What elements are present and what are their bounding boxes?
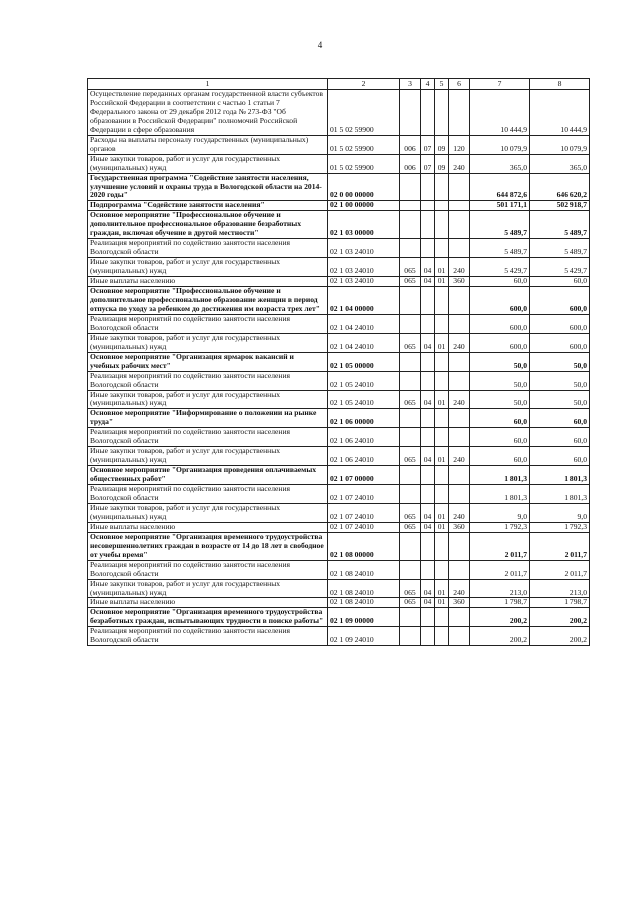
amount-second-year-cell: 10 079,9 <box>530 135 590 154</box>
amount-first-year-cell: 50,0 <box>470 352 530 371</box>
section-cell <box>421 287 435 315</box>
section-cell: 04 <box>421 447 435 466</box>
subsection-cell: 01 <box>435 447 449 466</box>
expense-type-cell: 006 <box>400 154 421 173</box>
expense-kind-cell <box>449 485 470 504</box>
amount-first-year-cell: 2 011,7 <box>470 560 530 579</box>
amount-first-year-cell: 600,0 <box>470 314 530 333</box>
subsection-cell: 01 <box>435 522 449 532</box>
amount-first-year-cell: 200,2 <box>470 627 530 646</box>
target-article-cell: 02 1 05 00000 <box>328 352 400 371</box>
item-name-cell: Иные закупки товаров, работ и услуг для государственных (муниципальных) нужд <box>88 579 328 598</box>
item-name-cell: Иные закупки товаров, работ и услуг для государственных (муниципальных) нужд <box>88 333 328 352</box>
expense-type-cell <box>400 201 421 211</box>
section-cell <box>421 211 435 239</box>
subsection-cell <box>435 560 449 579</box>
item-name-cell: Иные закупки товаров, работ и услуг для государственных (муниципальных) нужд <box>88 447 328 466</box>
amount-first-year-cell: 644 872,6 <box>470 173 530 201</box>
expense-kind-cell <box>449 608 470 627</box>
expense-type-cell <box>400 371 421 390</box>
item-name-cell: Основное мероприятие "Профессиональное обучение и дополнительное профессиональное образование женщин в период отпуска по уходу за ребенком до достижения им возраста трех лет" <box>88 287 328 315</box>
amount-second-year-cell: 60,0 <box>530 447 590 466</box>
amount-second-year-cell: 60,0 <box>530 409 590 428</box>
amount-second-year-cell: 600,0 <box>530 287 590 315</box>
column-header: 8 <box>530 79 590 90</box>
subsection-cell <box>435 287 449 315</box>
table-row <box>88 428 590 447</box>
section-cell <box>421 90 435 136</box>
expense-kind-cell: 120 <box>449 135 470 154</box>
item-name-cell: Иные закупки товаров, работ и услуг для государственных (муниципальных) нужд <box>88 503 328 522</box>
item-name-cell: Осуществление переданных органам государственной власти субъектов Российской Федерации в соответствии с частью 1 статьи 7 Федерального закона от 29 декабря 2012 года № 273-ФЗ "Об образовании в Российской Федерации" полномочий Российской Федерации в сфере образования <box>88 90 328 136</box>
item-name-cell: Иные закупки товаров, работ и услуг для государственных (муниципальных) нужд <box>88 154 328 173</box>
table-row <box>88 485 590 504</box>
expense-type-cell <box>400 173 421 201</box>
subsection-cell <box>435 371 449 390</box>
expense-kind-cell <box>449 201 470 211</box>
amount-first-year-cell: 1 801,3 <box>470 485 530 504</box>
table-row <box>88 409 590 428</box>
column-header: 6 <box>449 79 470 90</box>
expense-kind-cell <box>449 428 470 447</box>
amount-first-year-cell: 60,0 <box>470 277 530 287</box>
amount-second-year-cell: 50,0 <box>530 352 590 371</box>
item-name-cell: Иные закупки товаров, работ и услуг для государственных (муниципальных) нужд <box>88 390 328 409</box>
section-cell: 04 <box>421 598 435 608</box>
item-name-cell: Реализация мероприятий по содействию занятости населения Вологодской области <box>88 371 328 390</box>
expense-type-cell: 065 <box>400 258 421 277</box>
expense-type-cell <box>400 532 421 560</box>
section-cell <box>421 485 435 504</box>
target-article-cell: 02 1 04 24010 <box>328 333 400 352</box>
section-cell <box>421 428 435 447</box>
target-article-cell: 02 1 03 00000 <box>328 211 400 239</box>
expense-type-cell <box>400 608 421 627</box>
table-row <box>88 201 590 211</box>
target-article-cell: 02 1 08 24010 <box>328 560 400 579</box>
target-article-cell: 02 1 04 00000 <box>328 287 400 315</box>
amount-first-year-cell: 60,0 <box>470 409 530 428</box>
section-cell <box>421 608 435 627</box>
target-article-cell: 02 1 08 24010 <box>328 598 400 608</box>
subsection-cell: 09 <box>435 135 449 154</box>
subsection-cell <box>435 239 449 258</box>
table-row <box>88 522 590 532</box>
column-header: 1 <box>88 79 328 90</box>
target-article-cell: 02 1 03 24010 <box>328 277 400 287</box>
table-row <box>88 560 590 579</box>
target-article-cell: 02 1 06 24010 <box>328 447 400 466</box>
amount-second-year-cell: 5 429,7 <box>530 258 590 277</box>
amount-first-year-cell: 50,0 <box>470 390 530 409</box>
subsection-cell <box>435 352 449 371</box>
table-row <box>88 135 590 154</box>
expense-kind-cell: 240 <box>449 447 470 466</box>
expense-type-cell <box>400 409 421 428</box>
item-name-cell: Иные закупки товаров, работ и услуг для государственных (муниципальных) нужд <box>88 258 328 277</box>
section-cell: 04 <box>421 277 435 287</box>
amount-first-year-cell: 5 489,7 <box>470 211 530 239</box>
item-name-cell: Подпрограмма "Содействие занятости населения" <box>88 201 328 211</box>
item-name-cell: Основное мероприятие "Организация временного трудоустройства несовершеннолетних граждан в возрасте от 14 до 18 лет в свободное от учебы время" <box>88 532 328 560</box>
expense-type-cell: 065 <box>400 390 421 409</box>
item-name-cell: Государственная программа "Содействие занятости населения, улучшение условий и охраны труда в Вологодской области на 2014-2020 годы" <box>88 173 328 201</box>
amount-second-year-cell: 60,0 <box>530 277 590 287</box>
target-article-cell: 02 1 07 24010 <box>328 485 400 504</box>
amount-first-year-cell: 213,0 <box>470 579 530 598</box>
item-name-cell: Иные выплаты населению <box>88 598 328 608</box>
amount-second-year-cell: 1 792,3 <box>530 522 590 532</box>
expense-kind-cell <box>449 314 470 333</box>
expense-kind-cell <box>449 560 470 579</box>
expense-kind-cell <box>449 466 470 485</box>
amount-first-year-cell: 1 798,7 <box>470 598 530 608</box>
subsection-cell: 01 <box>435 333 449 352</box>
section-cell: 04 <box>421 333 435 352</box>
amount-second-year-cell: 365,0 <box>530 154 590 173</box>
amount-first-year-cell: 9,0 <box>470 503 530 522</box>
item-name-cell: Основное мероприятие "Информирование о положении на рынке труда" <box>88 409 328 428</box>
subsection-cell <box>435 428 449 447</box>
table-row <box>88 333 590 352</box>
expense-type-cell <box>400 352 421 371</box>
expense-kind-cell <box>449 627 470 646</box>
item-name-cell: Основное мероприятие "Организация проведения оплачиваемых общественных работ" <box>88 466 328 485</box>
expense-kind-cell <box>449 287 470 315</box>
table-row <box>88 239 590 258</box>
target-article-cell: 02 1 00 00000 <box>328 201 400 211</box>
subsection-cell <box>435 173 449 201</box>
amount-second-year-cell: 2 011,7 <box>530 560 590 579</box>
expense-kind-cell: 240 <box>449 503 470 522</box>
section-cell <box>421 352 435 371</box>
expense-kind-cell: 240 <box>449 154 470 173</box>
amount-second-year-cell: 5 489,7 <box>530 211 590 239</box>
amount-second-year-cell: 60,0 <box>530 428 590 447</box>
section-cell <box>421 239 435 258</box>
amount-second-year-cell: 5 489,7 <box>530 239 590 258</box>
table-row <box>88 579 590 598</box>
amount-second-year-cell: 200,2 <box>530 608 590 627</box>
amount-second-year-cell: 2 011,7 <box>530 532 590 560</box>
table-row <box>88 598 590 608</box>
subsection-cell: 01 <box>435 258 449 277</box>
subsection-cell <box>435 485 449 504</box>
expense-kind-cell <box>449 532 470 560</box>
subsection-cell: 09 <box>435 154 449 173</box>
section-cell <box>421 371 435 390</box>
subsection-cell: 01 <box>435 277 449 287</box>
section-cell: 04 <box>421 579 435 598</box>
expense-kind-cell: 240 <box>449 579 470 598</box>
expense-kind-cell <box>449 173 470 201</box>
amount-first-year-cell: 600,0 <box>470 333 530 352</box>
subsection-cell <box>435 211 449 239</box>
table-row <box>88 627 590 646</box>
target-article-cell: 01 5 02 59900 <box>328 154 400 173</box>
item-name-cell: Основное мероприятие "Профессиональное обучение и дополнительное профессиональное образование безработных граждан, включая обучение в другой местности" <box>88 211 328 239</box>
amount-second-year-cell: 646 620,2 <box>530 173 590 201</box>
section-cell: 04 <box>421 522 435 532</box>
table-row <box>88 352 590 371</box>
expense-type-cell <box>400 314 421 333</box>
target-article-cell: 01 5 02 59900 <box>328 135 400 154</box>
table-row <box>88 314 590 333</box>
amount-second-year-cell: 600,0 <box>530 333 590 352</box>
subsection-cell <box>435 532 449 560</box>
subsection-cell <box>435 314 449 333</box>
table-row <box>88 90 590 136</box>
amount-first-year-cell: 200,2 <box>470 608 530 627</box>
section-cell: 04 <box>421 258 435 277</box>
item-name-cell: Иные выплаты населению <box>88 277 328 287</box>
section-cell: 07 <box>421 154 435 173</box>
subsection-cell: 01 <box>435 598 449 608</box>
target-article-cell: 02 1 07 24010 <box>328 503 400 522</box>
item-name-cell: Основное мероприятие "Организация ярмарок вакансий и учебных рабочих мест" <box>88 352 328 371</box>
subsection-cell <box>435 201 449 211</box>
subsection-cell <box>435 90 449 136</box>
item-name-cell: Реализация мероприятий по содействию занятости населения Вологодской области <box>88 627 328 646</box>
subsection-cell <box>435 627 449 646</box>
amount-first-year-cell: 365,0 <box>470 154 530 173</box>
amount-first-year-cell: 1 801,3 <box>470 466 530 485</box>
expense-type-cell: 065 <box>400 503 421 522</box>
subsection-cell: 01 <box>435 503 449 522</box>
expense-kind-cell: 360 <box>449 277 470 287</box>
expense-type-cell: 065 <box>400 447 421 466</box>
subsection-cell <box>435 466 449 485</box>
target-article-cell: 02 0 00 00000 <box>328 173 400 201</box>
column-header: 3 <box>400 79 421 90</box>
target-article-cell: 02 1 06 24010 <box>328 428 400 447</box>
amount-second-year-cell: 1 801,3 <box>530 466 590 485</box>
table-row <box>88 608 590 627</box>
target-article-cell: 01 5 02 59900 <box>328 90 400 136</box>
target-article-cell: 02 1 03 24010 <box>328 258 400 277</box>
expense-type-cell <box>400 466 421 485</box>
column-header: 4 <box>421 79 435 90</box>
table-row <box>88 154 590 173</box>
amount-first-year-cell: 600,0 <box>470 287 530 315</box>
expense-kind-cell <box>449 211 470 239</box>
section-cell: 07 <box>421 135 435 154</box>
amount-second-year-cell: 200,2 <box>530 627 590 646</box>
table-row <box>88 503 590 522</box>
table-row <box>88 371 590 390</box>
section-cell <box>421 560 435 579</box>
expense-kind-cell: 360 <box>449 522 470 532</box>
amount-second-year-cell: 50,0 <box>530 371 590 390</box>
table-row <box>88 277 590 287</box>
amount-first-year-cell: 60,0 <box>470 428 530 447</box>
expense-type-cell: 006 <box>400 135 421 154</box>
section-cell <box>421 627 435 646</box>
item-name-cell: Иные выплаты населению <box>88 522 328 532</box>
target-article-cell: 02 1 09 24010 <box>328 627 400 646</box>
subsection-cell: 01 <box>435 390 449 409</box>
target-article-cell: 02 1 03 24010 <box>328 239 400 258</box>
amount-second-year-cell: 600,0 <box>530 314 590 333</box>
subsection-cell <box>435 608 449 627</box>
section-cell <box>421 201 435 211</box>
expense-type-cell: 065 <box>400 522 421 532</box>
table-row <box>88 258 590 277</box>
item-name-cell: Реализация мероприятий по содействию занятости населения Вологодской области <box>88 560 328 579</box>
column-header: 7 <box>470 79 530 90</box>
section-cell <box>421 173 435 201</box>
target-article-cell: 02 1 07 00000 <box>328 466 400 485</box>
table-row <box>88 173 590 201</box>
section-cell <box>421 466 435 485</box>
budget-table <box>87 78 590 646</box>
expense-kind-cell <box>449 409 470 428</box>
target-article-cell: 02 1 07 24010 <box>328 522 400 532</box>
column-header: 2 <box>328 79 400 90</box>
expense-type-cell <box>400 627 421 646</box>
target-article-cell: 02 1 05 24010 <box>328 371 400 390</box>
item-name-cell: Реализация мероприятий по содействию занятости населения Вологодской области <box>88 485 328 504</box>
target-article-cell: 02 1 06 00000 <box>328 409 400 428</box>
amount-first-year-cell: 5 429,7 <box>470 258 530 277</box>
table-header-row <box>88 79 590 90</box>
item-name-cell: Расходы на выплаты персоналу государственных (муниципальных) органов <box>88 135 328 154</box>
expense-type-cell <box>400 485 421 504</box>
column-header: 5 <box>435 79 449 90</box>
expense-kind-cell: 240 <box>449 390 470 409</box>
table-row <box>88 211 590 239</box>
amount-first-year-cell: 2 011,7 <box>470 532 530 560</box>
section-cell <box>421 314 435 333</box>
section-cell: 04 <box>421 390 435 409</box>
amount-first-year-cell: 5 489,7 <box>470 239 530 258</box>
amount-second-year-cell: 9,0 <box>530 503 590 522</box>
expense-type-cell <box>400 428 421 447</box>
amount-first-year-cell: 1 792,3 <box>470 522 530 532</box>
amount-first-year-cell: 501 171,1 <box>470 201 530 211</box>
expense-type-cell <box>400 239 421 258</box>
amount-second-year-cell: 213,0 <box>530 579 590 598</box>
amount-second-year-cell: 502 918,7 <box>530 201 590 211</box>
amount-first-year-cell: 10 079,9 <box>470 135 530 154</box>
item-name-cell: Реализация мероприятий по содействию занятости населения Вологодской области <box>88 239 328 258</box>
expense-type-cell <box>400 90 421 136</box>
target-article-cell: 02 1 04 24010 <box>328 314 400 333</box>
expense-kind-cell: 240 <box>449 333 470 352</box>
item-name-cell: Реализация мероприятий по содействию занятости населения Вологодской области <box>88 314 328 333</box>
expense-kind-cell <box>449 371 470 390</box>
expense-kind-cell: 240 <box>449 258 470 277</box>
table-row <box>88 447 590 466</box>
target-article-cell: 02 1 05 24010 <box>328 390 400 409</box>
subsection-cell <box>435 409 449 428</box>
expense-kind-cell: 360 <box>449 598 470 608</box>
amount-second-year-cell: 10 444,9 <box>530 90 590 136</box>
amount-second-year-cell: 50,0 <box>530 390 590 409</box>
expense-type-cell: 065 <box>400 277 421 287</box>
target-article-cell: 02 1 08 00000 <box>328 532 400 560</box>
table-row <box>88 287 590 315</box>
expense-type-cell <box>400 287 421 315</box>
page-number: 4 <box>317 40 323 50</box>
section-cell <box>421 532 435 560</box>
expense-type-cell <box>400 211 421 239</box>
amount-first-year-cell: 60,0 <box>470 447 530 466</box>
expense-kind-cell <box>449 90 470 136</box>
expense-type-cell: 065 <box>400 598 421 608</box>
table-row <box>88 390 590 409</box>
expense-type-cell: 065 <box>400 579 421 598</box>
table-row <box>88 532 590 560</box>
subsection-cell: 01 <box>435 579 449 598</box>
amount-second-year-cell: 1 801,3 <box>530 485 590 504</box>
amount-first-year-cell: 50,0 <box>470 371 530 390</box>
expense-type-cell <box>400 560 421 579</box>
target-article-cell: 02 1 08 24010 <box>328 579 400 598</box>
expense-kind-cell <box>449 239 470 258</box>
item-name-cell: Реализация мероприятий по содействию занятости населения Вологодской области <box>88 428 328 447</box>
expense-kind-cell <box>449 352 470 371</box>
section-cell <box>421 409 435 428</box>
item-name-cell: Основное мероприятие "Организация временного трудоустройства безработных граждан, испытывающих трудности в поиске работы" <box>88 608 328 627</box>
table-body <box>88 90 590 646</box>
table-row <box>88 466 590 485</box>
target-article-cell: 02 1 09 00000 <box>328 608 400 627</box>
amount-second-year-cell: 1 798,7 <box>530 598 590 608</box>
section-cell: 04 <box>421 503 435 522</box>
expense-type-cell: 065 <box>400 333 421 352</box>
amount-first-year-cell: 10 444,9 <box>470 90 530 136</box>
